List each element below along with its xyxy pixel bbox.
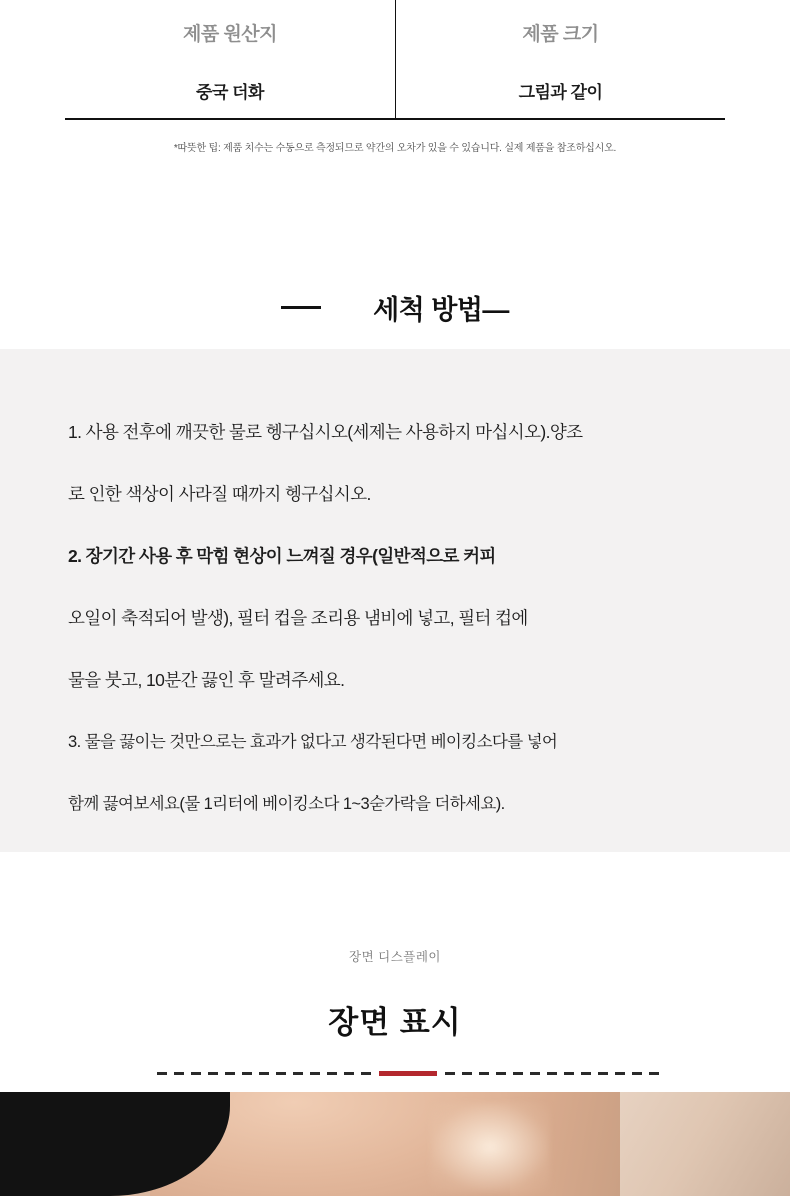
spec-value-size: 그림과 같이: [518, 83, 603, 102]
divider-accent-bar: [379, 1071, 437, 1076]
spec-table-underline: [65, 118, 725, 120]
cleaning-line: 물을 붓고, 10분간 끓인 후 말려주세요.: [68, 670, 345, 690]
scene-subtitle: 장면 디스플레이: [349, 950, 441, 964]
cleaning-heading-title: 세척 방법—: [373, 295, 509, 325]
divider-dashes-left: [157, 1072, 371, 1075]
photo-background-right: [600, 1092, 790, 1196]
scene-divider: [155, 1070, 660, 1077]
spec-label-origin: 제품 원산지: [182, 24, 278, 45]
cleaning-instructions-panel: [0, 349, 790, 852]
warm-tip-text: *따뜻한 팁: 제품 치수는 수동으로 측정되므로 약간의 오차가 있을 수 있습니다. 실제 제품을 참조하십시오.: [173, 143, 617, 154]
scene-display-section: [0, 852, 790, 1092]
cleaning-line: 로 인한 색상이 사라질 때까지 헹구십시오.: [68, 484, 371, 504]
spec-label-size: 제품 크기: [522, 24, 599, 45]
cleaning-line: 3. 물을 끓이는 것만으로는 효과가 없다고 생각된다면 베이킹소다를 넣어: [68, 733, 558, 751]
scene-title: 장면 표시: [328, 1005, 462, 1040]
cleaning-line: 2. 장기간 사용 후 막힘 현상이 느껴질 경우(일반적으로 커피: [68, 546, 496, 566]
cleaning-line: 함께 끓여보세요(물 1리터에 베이킹소다 1~3숟가락을 더하세요).: [68, 795, 505, 813]
spec-column-origin: [65, 0, 395, 118]
cleaning-line: 1. 사용 전후에 깨끗한 물로 헹구십시오(세제는 사용하지 마십시오).양조: [68, 422, 583, 442]
spec-value-origin: 중국 더화: [196, 83, 264, 102]
lifestyle-photo: [0, 1092, 790, 1196]
spec-column-size: [395, 0, 725, 118]
cleaning-steps-list: [68, 401, 728, 835]
cleaning-heading: [0, 288, 790, 327]
cleaning-line: 오일이 축적되어 발생), 필터 컵을 조리용 냄비에 넣고, 필터 컵에: [68, 608, 528, 628]
heading-dash-icon: [281, 306, 321, 309]
photo-highlight: [430, 1102, 550, 1192]
spec-table-section: [0, 0, 790, 120]
divider-dashes-right: [445, 1072, 659, 1075]
spec-table: [65, 0, 725, 118]
